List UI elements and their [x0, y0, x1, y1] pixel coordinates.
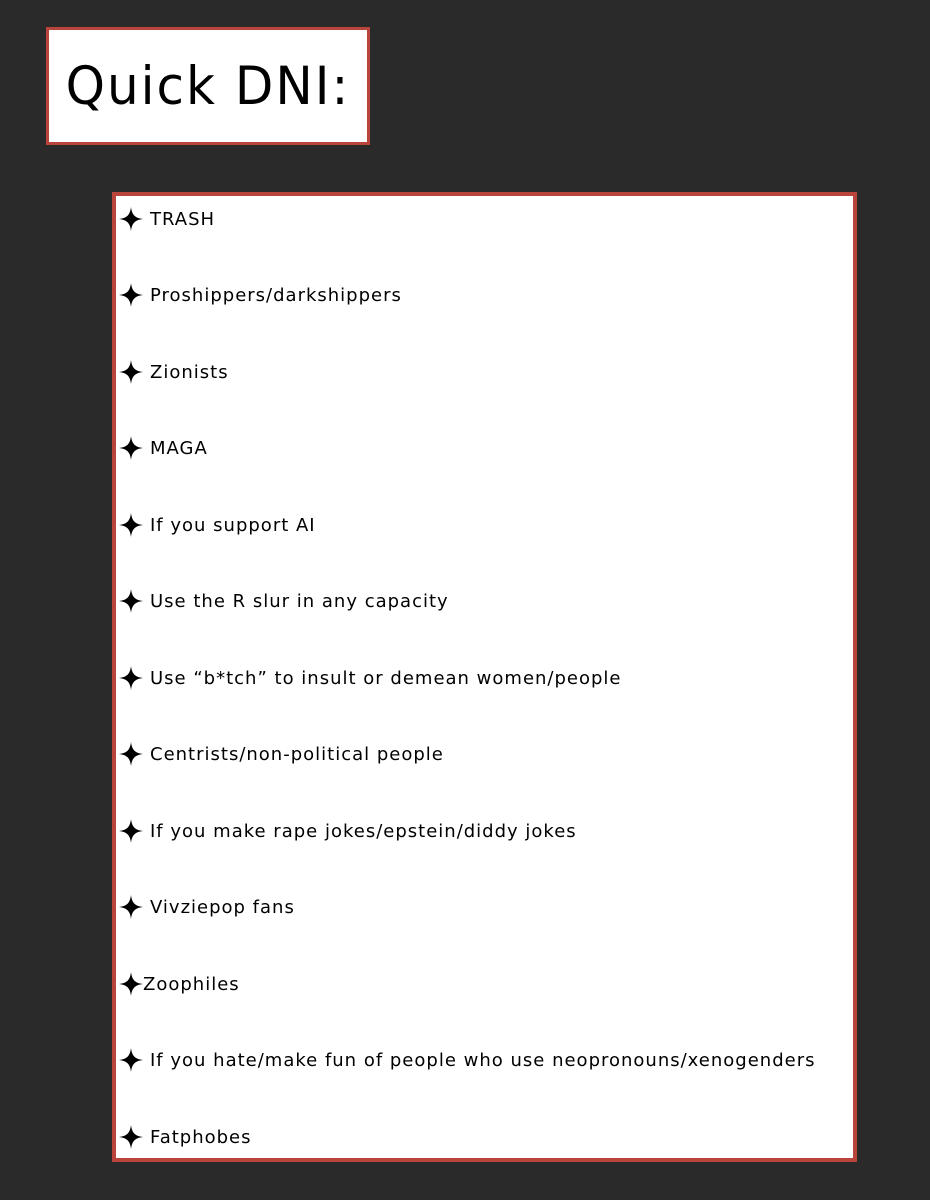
list-item-label: Use “b*tch” to insult or demean women/people — [150, 667, 622, 689]
four-point-star-icon — [119, 589, 143, 613]
list-item — [119, 357, 229, 387]
four-point-star-icon — [119, 360, 143, 384]
list-item-label: Zoophiles — [143, 973, 240, 995]
list-item — [119, 586, 449, 616]
title-box — [46, 27, 370, 145]
four-point-star-icon — [119, 436, 143, 460]
four-point-star-icon — [119, 1125, 143, 1149]
list-item — [119, 280, 402, 310]
four-point-star-icon — [119, 283, 143, 307]
list-item-label: Proshippers/darkshippers — [150, 284, 402, 306]
list-item-label: Fatphobes — [150, 1126, 252, 1148]
four-point-star-icon — [119, 207, 143, 231]
list-item-label: If you support AI — [150, 514, 316, 536]
page-title: Quick DNI: — [65, 55, 351, 117]
four-point-star-icon — [119, 742, 143, 766]
four-point-star-icon — [119, 513, 143, 537]
four-point-star-icon — [119, 972, 143, 996]
list-item — [119, 204, 215, 234]
four-point-star-icon — [119, 1048, 143, 1072]
list-item-label: Centrists/non-political people — [150, 743, 444, 765]
list-item-label: If you make rape jokes/epstein/diddy jokes — [150, 820, 577, 842]
four-point-star-icon — [119, 666, 143, 690]
list-item-label: TRASH — [150, 208, 216, 230]
list-item — [119, 663, 622, 693]
list-item-label: Use the R slur in any capacity — [150, 590, 449, 612]
list-item — [119, 892, 295, 922]
list-item — [119, 433, 208, 463]
list-item-label: If you hate/make fun of people who use neopronouns/xenogenders — [150, 1049, 816, 1071]
four-point-star-icon — [119, 895, 143, 919]
dni-list — [112, 192, 857, 1162]
four-point-star-icon — [119, 819, 143, 843]
list-item — [119, 510, 316, 540]
list-item-label: MAGA — [150, 437, 208, 459]
list-item — [119, 739, 444, 769]
list-item-label: Vivziepop fans — [150, 896, 295, 918]
list-item — [119, 816, 577, 846]
list-item — [119, 1045, 815, 1075]
list-item-label: Zionists — [150, 361, 229, 383]
list-item — [119, 1122, 252, 1152]
list-item — [119, 969, 240, 999]
